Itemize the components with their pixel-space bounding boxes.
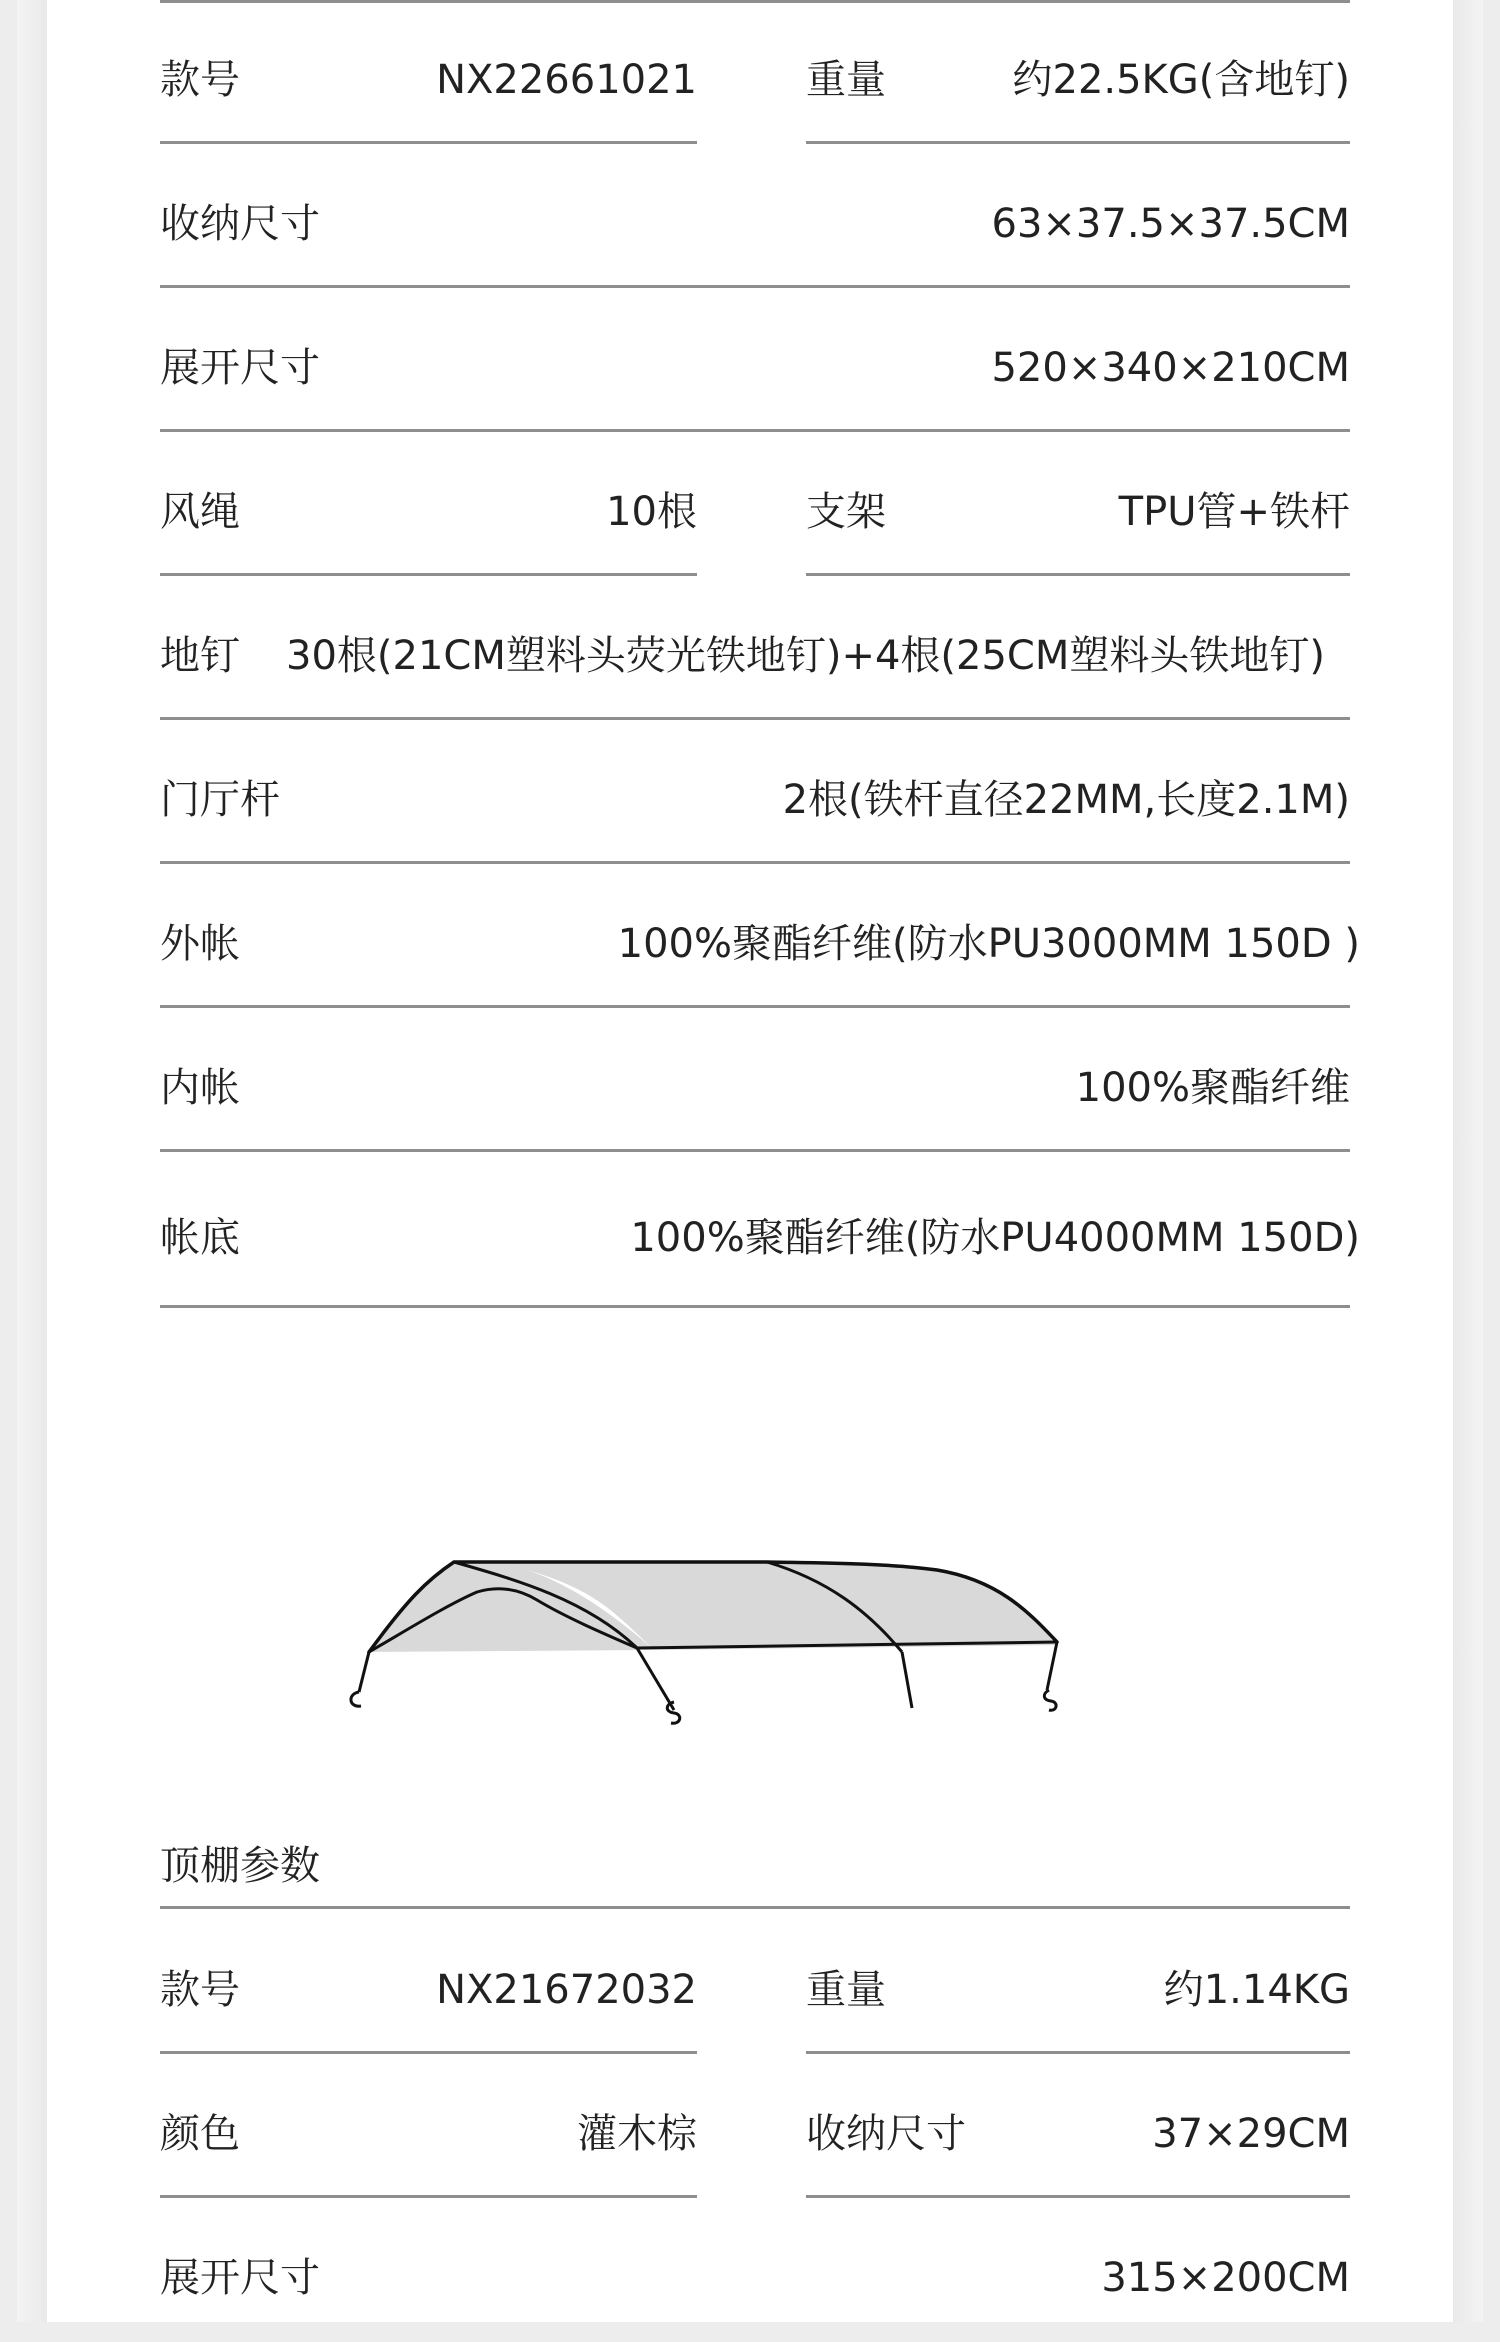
canopy-sketch-icon — [297, 1530, 1297, 1780]
tent-packed-size-cell — [160, 144, 1350, 288]
tent-unfolded-size-label: 展开尺寸 — [160, 345, 320, 391]
canopy-weight-value: 约1.14KG — [1163, 1967, 1350, 2013]
tent-spec-row-ropes-frame — [160, 432, 1350, 576]
tent-guy-ropes-label: 风绳 — [160, 489, 240, 535]
canopy-model-cell — [160, 1910, 697, 2054]
tent-spec-row-stakes — [160, 576, 1350, 720]
tent-floor-label: 帐底 — [160, 1215, 240, 1261]
tent-packed-size-label: 收纳尺寸 — [160, 201, 320, 247]
tent-spec-row-unfolded-size — [160, 288, 1350, 432]
tent-stakes-cell — [160, 576, 1350, 720]
canopy-color-cell — [160, 2054, 697, 2198]
canopy-packed-size-cell — [806, 2054, 1350, 2198]
canopy-spec-row-color-packed — [160, 2054, 1350, 2198]
tent-outer-tent-label: 外帐 — [160, 921, 240, 967]
canopy-section-divider — [160, 1906, 1350, 1909]
canopy-unfolded-size-cell — [160, 2198, 1350, 2342]
canopy-packed-size-label: 收纳尺寸 — [806, 2111, 966, 2157]
tent-spec-row-vestibule-poles — [160, 720, 1350, 864]
canopy-section-title: 顶棚参数 — [160, 1843, 320, 1889]
tent-packed-size-value: 63×37.5×37.5CM — [991, 201, 1350, 247]
tent-weight-label: 重量 — [806, 57, 886, 103]
tent-vestibule-poles-value: 2根(铁杆直径22MM,长度2.1M) — [782, 777, 1350, 823]
tent-spec-row-floor — [160, 1154, 1360, 1308]
tent-inner-tent-cell — [160, 1008, 1350, 1152]
tent-frame-value: TPU管+铁杆 — [1118, 489, 1350, 535]
tent-vestibule-poles-cell — [160, 720, 1350, 864]
tent-stakes-label: 地钉 — [160, 633, 240, 679]
tent-model-label: 款号 — [160, 57, 240, 103]
spec-sheet — [47, 0, 1453, 2322]
tent-guy-ropes-cell — [160, 432, 697, 576]
tent-weight-cell — [806, 0, 1350, 144]
tent-floor-cell — [160, 1154, 1360, 1308]
canopy-model-value: NX21672032 — [436, 1967, 697, 2013]
tent-stakes-value: 30根(21CM塑料头荧光铁地钉)+4根(25CM塑料头铁地钉) — [286, 633, 1325, 679]
tent-unfolded-size-cell — [160, 288, 1350, 432]
tent-frame-label: 支架 — [806, 489, 886, 535]
tent-floor-value: 100%聚酯纤维(防水PU4000MM 150D) — [630, 1215, 1360, 1261]
canopy-weight-cell — [806, 1910, 1350, 2054]
tent-spec-row-packed-size — [160, 144, 1350, 288]
tent-weight-value: 约22.5KG(含地钉) — [1012, 57, 1350, 103]
tent-vestibule-poles-label: 门厅杆 — [160, 777, 280, 823]
tent-spec-row-inner-tent — [160, 1008, 1350, 1152]
tent-frame-cell — [806, 432, 1350, 576]
tent-model-cell — [160, 0, 697, 144]
tent-inner-tent-value: 100%聚酯纤维 — [1075, 1065, 1350, 1111]
tent-outer-tent-value: 100%聚酯纤维(防水PU3000MM 150D ) — [617, 921, 1360, 967]
canopy-color-value: 灌木棕 — [577, 2111, 697, 2157]
tent-model-value: NX22661021 — [436, 57, 697, 103]
canopy-unfolded-size-value: 315×200CM — [1101, 2255, 1350, 2301]
canopy-weight-label: 重量 — [806, 1967, 886, 2013]
canopy-unfolded-size-label: 展开尺寸 — [160, 2255, 320, 2301]
canopy-model-label: 款号 — [160, 1967, 240, 2013]
tent-unfolded-size-value: 520×340×210CM — [991, 345, 1350, 391]
canopy-spec-row-unfolded-size — [160, 2198, 1350, 2342]
canopy-packed-size-value: 37×29CM — [1152, 2111, 1350, 2157]
tent-inner-tent-label: 内帐 — [160, 1065, 240, 1111]
tent-guy-ropes-value: 10根 — [606, 489, 697, 535]
canopy-color-label: 颜色 — [160, 2111, 240, 2157]
canopy-spec-row-model-weight — [160, 1910, 1350, 2054]
tent-spec-row-outer-tent — [160, 864, 1360, 1008]
tent-outer-tent-cell — [160, 864, 1360, 1008]
tent-spec-row-model-weight — [160, 0, 1350, 144]
